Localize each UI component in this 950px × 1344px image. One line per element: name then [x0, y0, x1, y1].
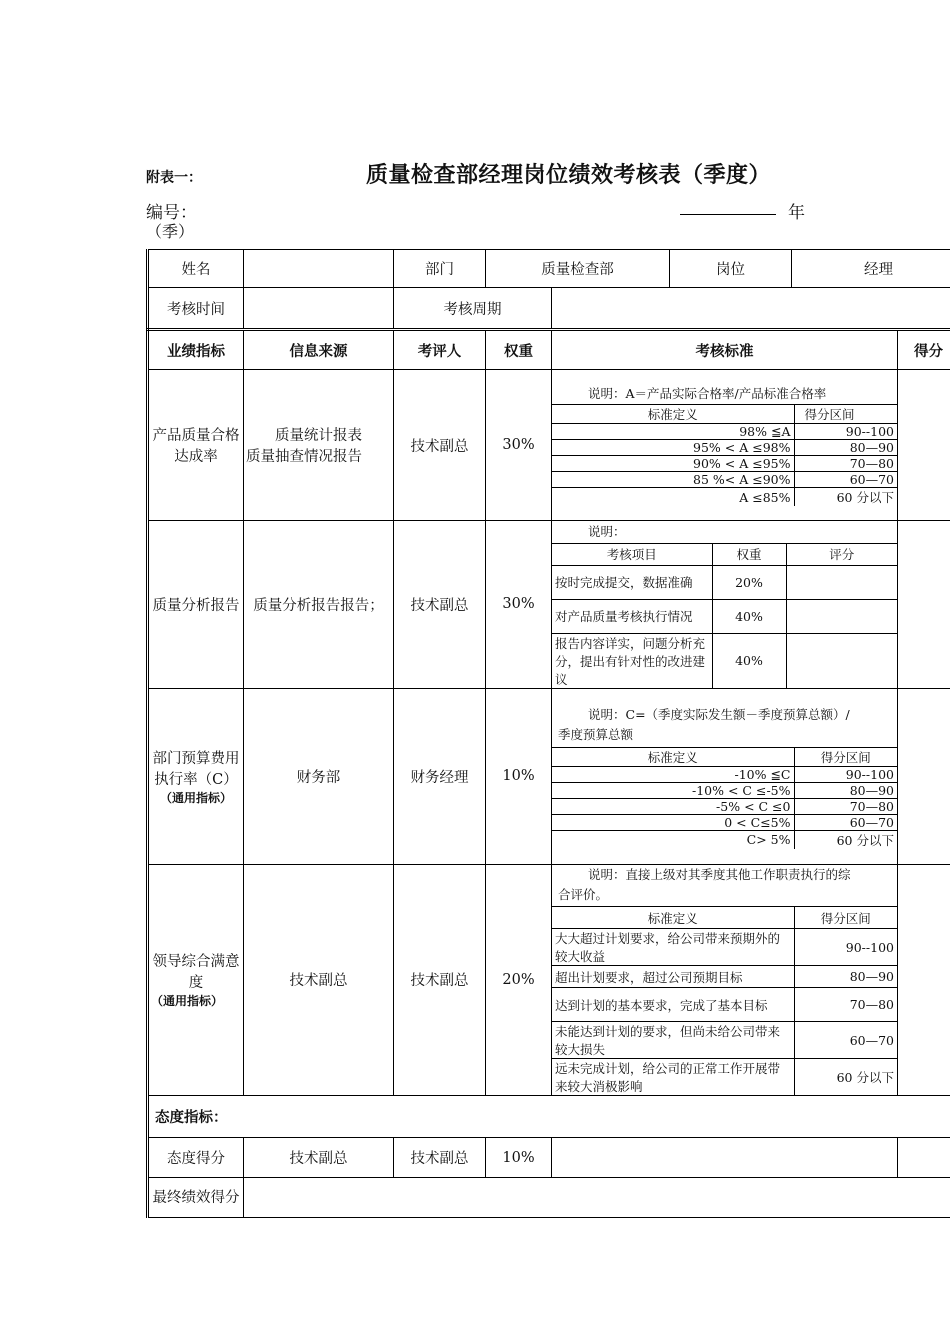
year-input-line[interactable]: [680, 214, 776, 215]
kpi3-name-cell: [148, 688, 244, 864]
kpi2-weight-2: 40%: [712, 599, 786, 633]
kpi4-note-line2: 合评价。: [558, 887, 609, 903]
kpi4-score[interactable]: [898, 864, 950, 1096]
kpi2-h-item: 考核项目: [552, 543, 712, 565]
year-label: 年: [788, 203, 805, 223]
kpi4-range-1: 90--100: [794, 929, 897, 966]
dept-value: 质量检查部: [486, 250, 670, 288]
kpi3-range-5: 60 分以下: [794, 830, 897, 849]
kpi4-note-line1: 说明：直接上级对其季度其他工作职责执行的综: [588, 867, 851, 883]
kpi4-name-cell: [148, 864, 244, 1096]
kpi1-range-3: 70—80: [794, 456, 897, 472]
kpi1-def-1: 98% ≦A: [552, 424, 794, 440]
appraisal-table: [146, 249, 950, 1218]
kpi3-score[interactable]: [898, 688, 950, 864]
kpi2-weight-3: 40%: [712, 633, 786, 688]
kpi4-def-2: 超出计划要求，超过公司预期目标: [552, 966, 794, 988]
col-kpi: 业绩指标: [148, 330, 244, 370]
kpi1-range-2: 80—90: [794, 440, 897, 456]
kpi1-source-line2: 质量抽查情况报告: [246, 449, 362, 465]
kpi1-note: 说明：A＝产品实际合格率/产品标准合格率: [552, 384, 897, 405]
col-source: 信息来源: [244, 330, 394, 370]
kpi2-standard: [552, 521, 898, 689]
kpi2-h-score: 评分: [786, 543, 897, 565]
kpi4-range-3: 70—80: [794, 988, 897, 1022]
kpi1-h-range: 得分区间: [794, 405, 897, 424]
attitude-score[interactable]: [898, 1138, 950, 1178]
post-label: 岗位: [670, 250, 792, 288]
kpi4-rater: 技术副总: [394, 864, 486, 1096]
kpi2-source: 质量分析报告报告；: [244, 521, 394, 689]
kpi2-h-weight: 权重: [712, 543, 786, 565]
kpi2-weight-1: 20%: [712, 565, 786, 599]
kpi1-standard: [552, 370, 898, 521]
name-value[interactable]: [244, 250, 394, 288]
kpi2-name: 质量分析报告: [148, 521, 244, 689]
kpi2-item-1: 按时完成提交，数据准确: [552, 565, 712, 599]
kpi3-def-1: -10% ≦C: [552, 766, 794, 782]
kpi4-standard: [552, 864, 898, 1096]
kpi3-h-def: 标准定义: [552, 747, 794, 766]
kpi2-score-1[interactable]: [786, 565, 897, 599]
attitude-standard[interactable]: [552, 1138, 898, 1178]
col-weight: 权重: [486, 330, 552, 370]
kpi3-note: [552, 703, 897, 747]
kpi2-score-2[interactable]: [786, 599, 897, 633]
kpi2-item-2: 对产品质量考核执行情况: [552, 599, 712, 633]
kpi1-score[interactable]: [898, 370, 950, 521]
serial-label: 编号：: [146, 203, 197, 223]
kpi2-rater: 技术副总: [394, 521, 486, 689]
final-label: 最终绩效得分: [148, 1178, 244, 1218]
kpi1-def-4: 85 %< A ≤90%: [552, 472, 794, 488]
kpi4-def-1: 大大超过计划要求，给公司带来预期外的较大收益: [552, 929, 794, 966]
attitude-weight: 10%: [486, 1138, 552, 1178]
kpi1-name: 产品质量合格达成率: [148, 370, 244, 521]
attitude-rater: 技术副总: [394, 1138, 486, 1178]
kpi1-range-5: 60 分以下: [794, 488, 897, 507]
kpi4-range-4: 60—70: [794, 1022, 897, 1059]
kpi3-tag: （通用指标）: [159, 790, 232, 805]
kpi1-range-1: 90--100: [794, 424, 897, 440]
kpi2-score-3[interactable]: [786, 633, 897, 688]
kpi3-def-2: -10% < C ≤-5%: [552, 782, 794, 798]
col-score: 得分: [898, 330, 950, 370]
kpi4-range-5: 60 分以下: [794, 1059, 897, 1096]
kpi1-weight: 30%: [486, 370, 552, 521]
kpi3-range-4: 60—70: [794, 814, 897, 830]
kpi3-note-line2: 季度预算总额: [558, 727, 634, 742]
kpi3-source: 财务部: [244, 688, 394, 864]
kpi4-def-5: 远未完成计划，给公司的正常工作开展带来较大消极影响: [552, 1059, 794, 1096]
dept-label: 部门: [394, 250, 486, 288]
kpi1-range-4: 60—70: [794, 472, 897, 488]
kpi4-source: 技术副总: [244, 864, 394, 1096]
kpi1-def-2: 95% < A ≤98%: [552, 440, 794, 456]
kpi3-rater: 财务经理: [394, 688, 486, 864]
kpi4-name: 领导综合满意度: [152, 954, 240, 992]
kpi3-range-3: 70—80: [794, 798, 897, 814]
attitude-source: 技术副总: [244, 1138, 394, 1178]
final-value[interactable]: [244, 1178, 950, 1218]
kpi3-range-2: 80—90: [794, 782, 897, 798]
kpi3-def-5: C> 5%: [552, 830, 794, 849]
kpi4-weight: 20%: [486, 864, 552, 1096]
kpi3-weight: 10%: [486, 688, 552, 864]
kpi1-source-line1: 质量统计报表: [275, 428, 362, 444]
kpi1-source: [244, 370, 394, 521]
kpi4-tag: （通用指标）: [151, 994, 224, 1009]
kpi4-def-3: 达到计划的基本要求，完成了基本目标: [552, 988, 794, 1022]
kpi3-note-line1: 说明：C=（季度实际发生额－季度预算总额）/: [588, 707, 850, 722]
attitude-section-label: 态度指标：: [148, 1096, 950, 1138]
time-label: 考核时间: [148, 288, 244, 330]
kpi3-standard: [552, 688, 898, 864]
kpi1-rater: 技术副总: [394, 370, 486, 521]
kpi2-item-3: 报告内容详实，问题分析充分，提出有针对性的改进建议: [552, 633, 712, 688]
kpi4-note: [552, 865, 897, 907]
period-value[interactable]: [552, 288, 950, 330]
kpi3-h-range: 得分区间: [794, 747, 897, 766]
time-value[interactable]: [244, 288, 394, 330]
kpi3-name: 部门预算费用执行率（C）: [152, 750, 240, 788]
form-title: 质量检查部经理岗位绩效考核表（季度）: [366, 163, 772, 188]
kpi2-note: 说明：: [552, 521, 897, 543]
col-rater: 考评人: [394, 330, 486, 370]
kpi4-h-range: 得分区间: [794, 907, 897, 929]
kpi3-def-3: -5% < C ≤0: [552, 798, 794, 814]
quarter-label: （季）: [146, 222, 195, 241]
attitude-name: 态度得分: [148, 1138, 244, 1178]
name-label: 姓名: [148, 250, 244, 288]
period-label: 考核周期: [394, 288, 552, 330]
attachment-label: 附表一：: [146, 170, 202, 186]
kpi1-def-3: 90% < A ≤95%: [552, 456, 794, 472]
post-value: 经理: [792, 250, 950, 288]
kpi4-def-4: 未能达到计划的要求，但尚未给公司带来较大损失: [552, 1022, 794, 1059]
kpi3-def-4: 0 < C≤5%: [552, 814, 794, 830]
col-standard: 考核标准: [552, 330, 898, 370]
kpi4-range-2: 80—90: [794, 966, 897, 988]
kpi3-range-1: 90--100: [794, 766, 897, 782]
kpi2-score[interactable]: [898, 521, 950, 689]
kpi2-weight: 30%: [486, 521, 552, 689]
kpi1-h-def: 标准定义: [552, 405, 794, 424]
kpi4-h-def: 标准定义: [552, 907, 794, 929]
kpi1-def-5: A ≤85%: [552, 488, 794, 507]
